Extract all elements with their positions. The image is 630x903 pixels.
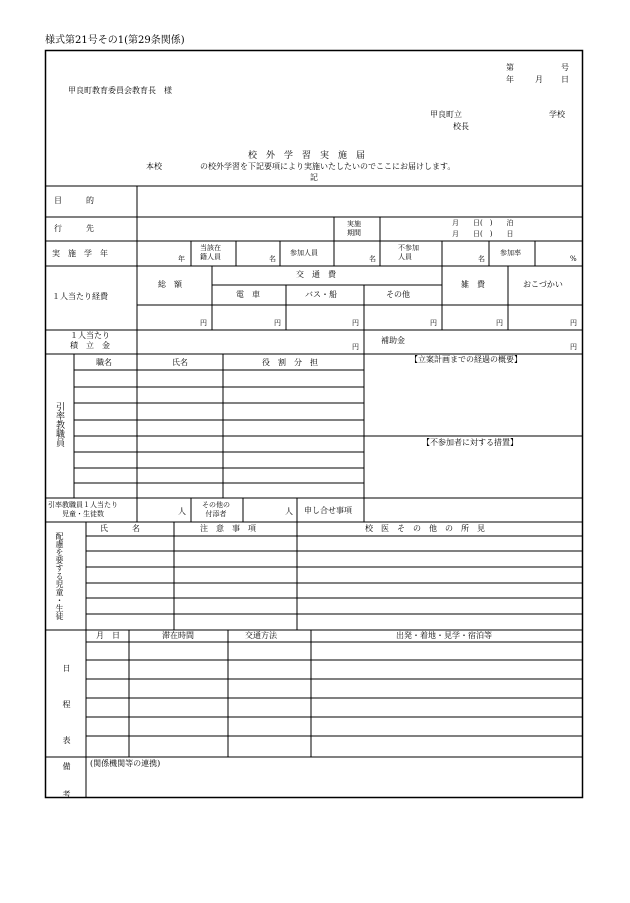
fusanka-label: 不参加 人員 <box>398 244 419 262</box>
shokumei-header: 職名 <box>96 358 112 367</box>
shuppatsu-header: 出発・着地・見学・宿泊等 <box>396 631 492 640</box>
date-tsuki: 月 <box>535 75 543 84</box>
keihi-label: １人当たり経費 <box>52 292 108 301</box>
gakunen-label: 実 施 学 年 <box>52 249 108 258</box>
form-code: 様式第21号その1(第29条関係) <box>45 35 185 46</box>
honkou: 本校 <box>146 162 162 171</box>
koutsuhi-label: 交 通 費 <box>296 270 336 279</box>
en-sonota: 円 <box>430 319 437 327</box>
tsumitate-label: １人当たり 積 立 金 <box>70 331 110 351</box>
jisshi-kikan-label: 実施 期間 <box>347 220 361 238</box>
inritsu-label: 引率教職員 <box>54 402 64 447</box>
body-text: の校外学習を下記要項により実施いたしたいのでここにお届けします。 <box>200 162 456 171</box>
okozukai-label: おこづかい <box>523 280 563 289</box>
en-tsumitate: 円 <box>352 343 359 351</box>
en-hojokin: 円 <box>570 343 577 351</box>
principal: 校長 <box>453 122 469 131</box>
chui-header: 注 意 事 項 <box>200 524 256 533</box>
biko-label: 備 考 <box>62 762 71 804</box>
keika-label: 【立案計画までの経過の概要】 <box>410 355 522 364</box>
nittei-label: 日 程 表 <box>62 664 71 754</box>
en-bus: 円 <box>352 319 359 327</box>
date-nen: 年 <box>506 75 514 84</box>
shi-mei-header: 氏 名 <box>100 524 140 533</box>
ki: 記 <box>310 173 318 182</box>
sankaritsu-label: 参加率 <box>500 249 521 257</box>
hairyo-label: 配慮を要する児童・生徒 <box>55 532 64 620</box>
tsukihi-header: 月 日 <box>96 631 120 640</box>
school-prefix: 甲良町立 <box>430 110 462 119</box>
inritsu-per-label: 引率教職員１人当たり 児童・生徒数 <box>48 501 118 519</box>
period-line-2: 月 日( ) 日 <box>452 230 514 238</box>
sanka-label: 参加人員 <box>290 249 318 257</box>
yakuwari-header: 役 割 分 担 <box>262 358 318 367</box>
addressee: 甲良町教育委員会教育長 様 <box>68 86 172 95</box>
renkei-label: (関係機関等の連携) <box>90 759 161 768</box>
nin-unit-2: 人 <box>285 507 293 516</box>
en-zappi: 円 <box>496 319 503 327</box>
zappi-label: 雑 費 <box>461 280 485 289</box>
shimei-header: 氏名 <box>172 358 188 367</box>
sanka-unit: 名 <box>369 255 376 263</box>
sonota-label: その他 <box>386 290 410 299</box>
koutsu-hoho-header: 交通方法 <box>245 631 277 640</box>
ikisaki-label: 行 先 <box>54 224 94 233</box>
sougaku-label: 総 額 <box>158 280 182 289</box>
zaiseki-unit: 名 <box>269 255 276 263</box>
taizai-header: 滞在時間 <box>162 631 194 640</box>
densha-label: 電 車 <box>236 290 260 299</box>
period-line-1: 月 日( ) 泊 <box>452 219 514 227</box>
moshiawase-label: 申し合せ事項 <box>304 506 352 515</box>
pct-unit: % <box>570 255 577 263</box>
kouui-header: 校 医 そ の 他 の 所 見 <box>365 524 485 533</box>
zaiseki-label: 当該在 籍人員 <box>200 244 221 262</box>
form-title: 校 外 学 習 実 施 届 <box>248 151 366 161</box>
school-suffix: 学校 <box>549 110 565 119</box>
en-densha: 円 <box>274 319 281 327</box>
bus-label: バス・船 <box>305 290 337 299</box>
mokuteki-label: 目 的 <box>54 196 94 205</box>
number-dai: 第 <box>506 63 514 72</box>
nen-unit: 年 <box>178 255 185 263</box>
hojokin-label: 補助金 <box>381 336 405 345</box>
sonota-fuzoku-label: その他の 付添者 <box>202 501 230 519</box>
date-hi: 日 <box>561 75 569 84</box>
en-sougaku: 円 <box>200 319 207 327</box>
en-okozukai: 円 <box>570 319 577 327</box>
number-go: 号 <box>561 63 569 72</box>
sochi-label: 【不参加者に対する措置】 <box>422 438 518 447</box>
fusanka-unit: 名 <box>478 255 485 263</box>
nin-unit-1: 人 <box>178 507 186 516</box>
